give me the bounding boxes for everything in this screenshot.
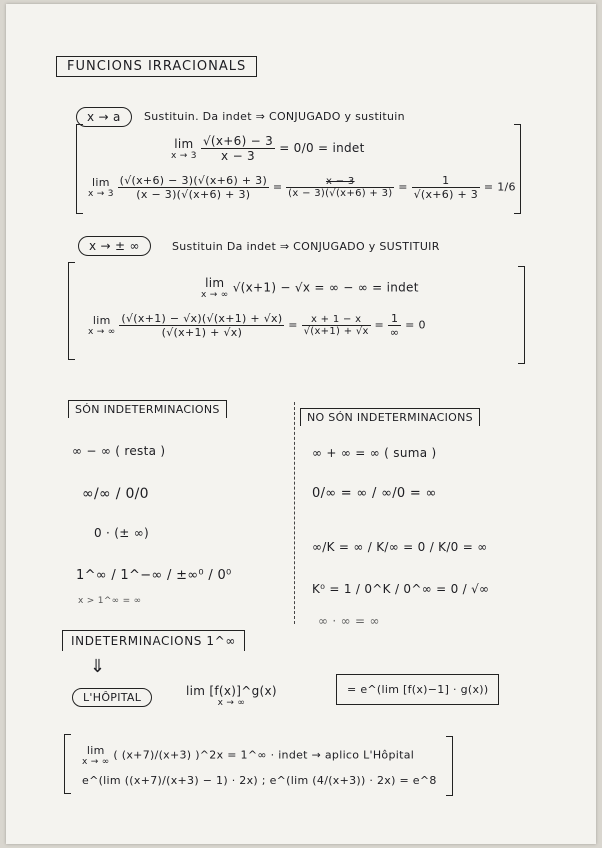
notebook-page xyxy=(6,4,596,844)
left-bracket xyxy=(64,734,71,794)
fraction-denominator: (x − 3)(√(x+6) + 3) xyxy=(288,188,393,199)
lim-op: lim xyxy=(205,276,225,290)
son-line-2: ∞/∞ / 0/0 xyxy=(82,486,149,502)
lim-op: lim xyxy=(174,136,194,151)
son-indeterminacions-title: SÓN INDETERMINACIONS xyxy=(68,400,227,418)
right-bracket xyxy=(446,736,453,796)
fraction-denominator: (x − 3)(√(x+6) + 3) xyxy=(136,188,251,201)
fraction-numerator: x + 1 − x xyxy=(302,314,371,326)
limit-result: = 0/0 = indet xyxy=(279,141,365,155)
fraction-numerator: (√(x+1) − √x)(√(x+1) + √x) xyxy=(121,312,283,325)
formula-right: = e^(lim [f(x)−1] · g(x)) xyxy=(347,683,489,696)
fraction-numerator: √(x+6) − 3 xyxy=(202,134,274,148)
sec1-limit-1 xyxy=(171,134,365,163)
example-expression: ( (x+7)/(x+3) )^2x = 1^∞ · indet → aplico L'Hôpital xyxy=(113,748,415,762)
fraction-denominator: √(x+1) + √x xyxy=(303,326,369,337)
lim-op: lim xyxy=(86,744,105,757)
indeterminacions-1-inf-title: INDETERMINACIONS 1^∞ xyxy=(62,630,245,651)
fraction-denominator: √(x+6) + 3 xyxy=(413,188,479,201)
lim-sub: x → 3 xyxy=(171,150,197,161)
column-divider xyxy=(294,402,295,624)
son-line-3: 0 · (± ∞) xyxy=(94,526,150,540)
lim-op: lim xyxy=(92,176,110,189)
no-son-line-5: ∞ · ∞ = ∞ xyxy=(318,614,380,628)
lim-sub: x → ∞ xyxy=(88,327,116,337)
lhopital-result-box xyxy=(336,674,499,705)
fraction-numerator: 1 xyxy=(388,312,401,326)
son-line-1: ∞ − ∞ ( resta ) xyxy=(72,444,166,458)
left-bracket xyxy=(68,262,75,360)
no-son-line-1: ∞ + ∞ = ∞ ( suma ) xyxy=(312,446,437,460)
down-arrow-icon: ⇓ xyxy=(90,656,106,677)
sec1-limit-2: lim x → 3 $\frac{(√(x+6) - 3)(√(x+6) + 3)}{(x - 3)(√(x+6) + 3)}$ = $\frac{x - 3}{(x - 3)(√(x+6) + 3)}$ = $\frac{1}{√(x+6) + 3}$ = 1/6 xyxy=(88,174,516,201)
fraction-denominator: (√(x+1) + √x) xyxy=(161,326,243,339)
fraction-denominator: x − 3 xyxy=(221,149,255,163)
x-to-infinity-tag: x → ± ∞ xyxy=(78,236,151,256)
example-line-1 xyxy=(82,744,414,767)
fraction-denominator: ∞ xyxy=(389,326,400,339)
fraction-numerator: (√(x+6) − 3)(√(x+6) + 3) xyxy=(119,174,268,187)
son-line-4: 1^∞ / 1^−∞ / ±∞⁰ / 0⁰ xyxy=(76,568,232,583)
no-son-line-2: 0/∞ = ∞ / ∞/0 = ∞ xyxy=(312,486,437,501)
lhopital-formula xyxy=(186,684,277,708)
x-to-a-tag: x → a xyxy=(76,107,132,127)
lim-sub: x → ∞ xyxy=(217,698,246,708)
example-line-2: e^(lim ((x+7)/(x+3) − 1) · 2x) ; e^(lim (4/(x+3)) · 2x) = e^8 xyxy=(82,774,437,787)
limit-expression: √(x+1) − √x = ∞ − ∞ = indet xyxy=(232,280,419,295)
fraction-numerator: x − 3 xyxy=(286,176,394,188)
page-title: FUNCIONS IRRACIONALS xyxy=(56,56,257,77)
lim-sub: x → ∞ xyxy=(82,757,110,767)
lim-op: lim xyxy=(92,314,111,327)
formula-left: lim [f(x)]^g(x) xyxy=(186,684,277,698)
left-bracket xyxy=(76,124,83,214)
lim-sub: x → ∞ xyxy=(201,290,229,300)
no-son-indeterminacions-title: NO SÓN INDETERMINACIONS xyxy=(300,408,480,426)
lhopital-tag: L'HÔPITAL xyxy=(72,688,152,707)
right-bracket xyxy=(518,266,525,364)
no-son-line-4: K⁰ = 1 / 0^K / 0^∞ = 0 / √∞ xyxy=(312,582,490,596)
limit-result: 1/6 xyxy=(497,180,516,194)
limit-result: = 0 xyxy=(405,318,426,332)
son-line-5: x > 1^∞ = ∞ xyxy=(78,596,142,606)
sec2-limit-2: lim x → ∞ $\frac{(√(x+1) - √x)(√(x+1) + √x)}{(√(x+1) + √x)}$ = $\frac{x + 1 - x}{√(x+1) + √x}$ = $\frac{1}{\infty}$ = 0 xyxy=(88,312,426,339)
fraction-numerator: 1 xyxy=(412,174,481,188)
sec2-description: Sustituin Da indet ⇒ CONJUGADO y SUSTITUIR xyxy=(172,240,440,253)
sec1-description: Sustituin. Da indet ⇒ CONJUGADO y sustituin xyxy=(144,110,405,123)
lim-sub: x → 3 xyxy=(88,189,114,199)
sec2-limit-1 xyxy=(201,276,419,300)
no-son-line-3: ∞/K = ∞ / K/∞ = 0 / K/0 = ∞ xyxy=(312,540,488,554)
